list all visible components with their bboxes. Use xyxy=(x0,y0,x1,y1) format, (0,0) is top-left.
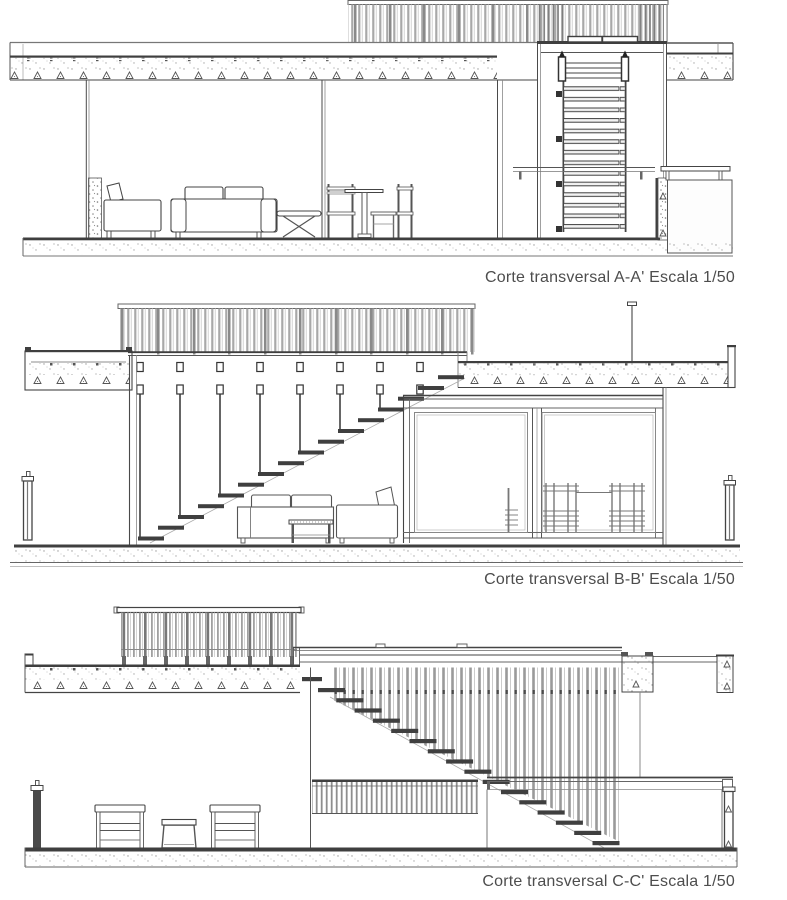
section-b-dining-silhouette xyxy=(505,483,645,532)
section-c-pergola-railing xyxy=(114,607,304,665)
section-c-porch-column-left xyxy=(31,781,43,849)
section-a-caption: Corte transversal A-A' Escala 1/50 xyxy=(485,269,735,286)
section-a-roof-slab-left xyxy=(10,43,537,81)
section-b-floor-slab xyxy=(10,545,743,567)
section-c-roof-slab-left xyxy=(25,654,300,693)
section-a-ladder xyxy=(556,51,629,233)
section-a-living-furniture xyxy=(89,178,322,238)
section-a-floor-slab xyxy=(23,238,733,257)
section-b-drawing xyxy=(0,295,787,595)
section-b-roof-deck xyxy=(128,352,467,355)
section-b-antenna xyxy=(628,302,637,361)
section-b-roof-railing xyxy=(118,304,475,355)
section-a-roof-slab-right xyxy=(667,43,733,80)
section-c-patio-furniture xyxy=(95,805,260,848)
section-b-roof-slab-right xyxy=(458,345,736,388)
section-c-parapet-blocks xyxy=(621,652,734,693)
section-c-floor-slab xyxy=(25,848,737,868)
section-a-drawing xyxy=(0,0,787,295)
section-c-drawing xyxy=(0,600,787,900)
section-b-sofa-group xyxy=(238,487,398,543)
section-b-terrace-slab-left xyxy=(25,347,132,390)
section-c-caption: Corte transversal C-C' Escala 1/50 xyxy=(482,873,735,890)
section-a-dining-set xyxy=(327,184,413,238)
section-b-caption: Corte transversal B-B' Escala 1/50 xyxy=(484,571,735,588)
